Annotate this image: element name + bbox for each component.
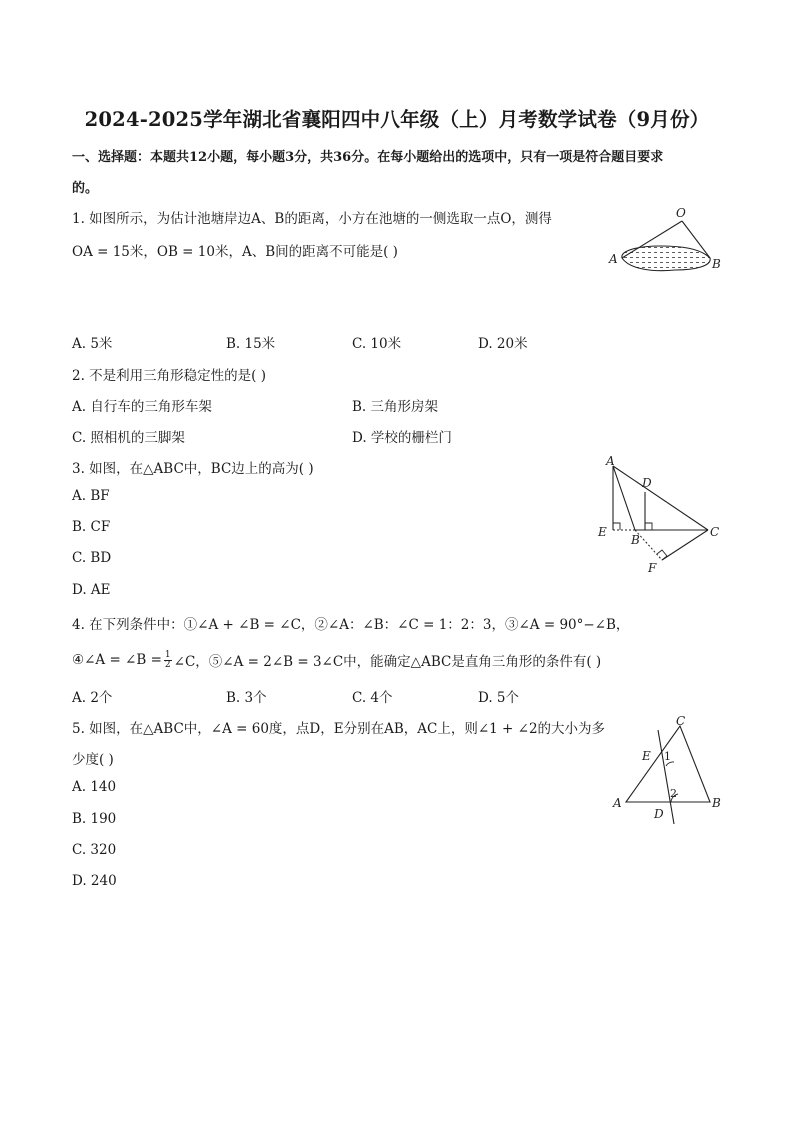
q1-option-c[interactable]: C. 10米 xyxy=(352,336,402,352)
q3-option-c[interactable]: C. BD xyxy=(72,550,112,566)
triangle-angles-figure xyxy=(608,712,728,830)
q1-option-b[interactable]: B. 15米 xyxy=(226,336,276,352)
pond-figure xyxy=(600,200,735,280)
q3-option-d[interactable]: D. AE xyxy=(72,582,111,598)
q2-option-a[interactable]: A. 自行车的三角形车架 xyxy=(72,399,212,415)
q5-stem-line2: 少度( ) xyxy=(72,752,114,768)
q5-option-c[interactable]: C. 320 xyxy=(72,842,117,858)
q4-option-c[interactable]: C. 4个 xyxy=(352,690,393,706)
q5-option-d[interactable]: D. 240 xyxy=(72,873,117,889)
q3-option-a[interactable]: A. BF xyxy=(72,488,110,504)
section-heading-line1: 一、选择题：本题共12小题，每小题3分，共36分。在每小题给出的选项中，只有一项是符合题目要求 xyxy=(72,150,664,165)
label-b: B xyxy=(631,533,640,547)
label-o: O xyxy=(676,206,686,220)
q2-option-d[interactable]: D. 学校的栅栏门 xyxy=(352,430,452,446)
label-b: B xyxy=(712,257,721,271)
label-d: D xyxy=(654,807,664,821)
triangle-height-figure xyxy=(590,452,730,578)
fraction-one-half xyxy=(164,651,172,670)
label-angle-2: 2 xyxy=(670,787,677,800)
q2-stem: 2. 不是利用三角形稳定性的是( ) xyxy=(72,368,266,384)
q4-stem-line1: 4. 在下列条件中：①∠A + ∠B = ∠C，②∠A：∠B：∠C = 1：2：3，③∠A = 90°−∠B， xyxy=(72,617,630,633)
q2-option-b[interactable]: B. 三角形房架 xyxy=(352,399,439,415)
q4-line2-part1: ④∠A = ∠B = xyxy=(72,652,162,668)
q4-option-d[interactable]: D. 5个 xyxy=(478,690,520,706)
q1-option-a[interactable]: A. 5米 xyxy=(72,336,113,352)
q5-option-a[interactable]: A. 140 xyxy=(72,779,117,795)
label-e: E xyxy=(642,749,651,763)
label-e: E xyxy=(598,525,607,539)
fraction-denominator: 2 xyxy=(164,659,171,670)
label-c: C xyxy=(676,714,686,728)
page-title: 2024-2025学年湖北省襄阳四中八年级（上）月考数学试卷（9月份） xyxy=(84,108,710,131)
q5-stem-line1: 5. 如图，在△ABC中，∠A = 60度，点D，E分别在AB，AC上，则∠1 + ∠2的大小为多 xyxy=(72,721,606,737)
fraction-numerator: 1 xyxy=(164,649,171,660)
q3-option-b[interactable]: B. CF xyxy=(72,519,111,535)
label-a: A xyxy=(606,454,615,468)
q1-stem-line1: 1. 如图所示，为估计池塘岸边A、B的距离，小方在池塘的一侧选取一点O，测得 xyxy=(72,211,552,227)
label-b: B xyxy=(712,796,721,810)
label-d: D xyxy=(642,476,652,490)
q2-option-c[interactable]: C. 照相机的三脚架 xyxy=(72,430,185,446)
section-heading-line2: 的。 xyxy=(72,181,99,196)
label-a: A xyxy=(613,796,622,810)
label-angle-1: 1 xyxy=(664,750,671,763)
label-c: C xyxy=(710,525,720,539)
q4-stem-line2 xyxy=(72,650,601,670)
q3-stem: 3. 如图，在△ABC中，BC边上的高为( ) xyxy=(72,461,314,477)
q4-line2-part2: ∠C，⑤∠A = 2∠B = 3∠C中，能确定△ABC是直角三角形的条件有( ) xyxy=(173,654,602,670)
q4-option-a[interactable]: A. 2个 xyxy=(72,690,113,706)
label-f: F xyxy=(648,561,657,575)
q4-option-b[interactable]: B. 3个 xyxy=(226,690,267,706)
q5-option-b[interactable]: B. 190 xyxy=(72,811,117,827)
q1-stem-line2: OA = 15米，OB = 10米，A、B间的距离不可能是( ) xyxy=(72,244,398,260)
label-a: A xyxy=(609,252,618,266)
q1-option-d[interactable]: D. 20米 xyxy=(478,336,528,352)
